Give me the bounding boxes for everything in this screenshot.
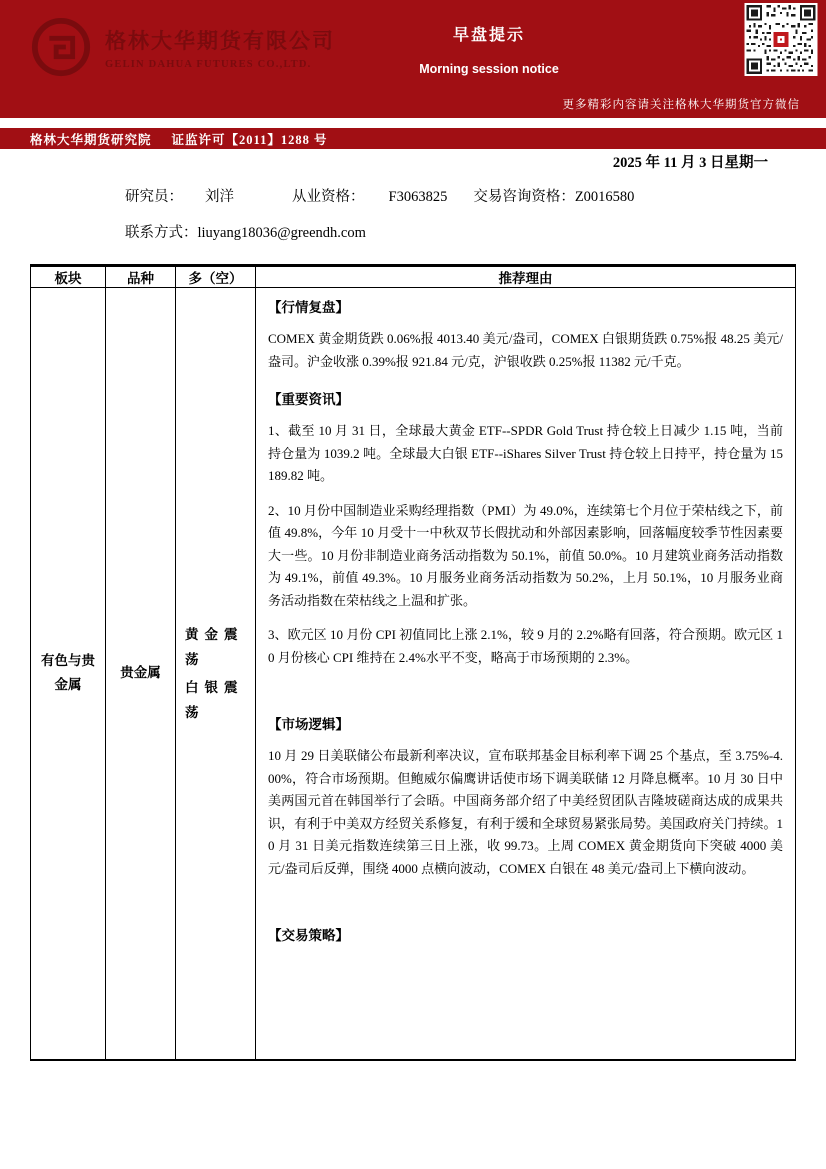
brand-block xyxy=(30,16,335,78)
notice-title-block xyxy=(398,22,580,76)
contact-label: 联系方式： xyxy=(125,225,198,241)
col-header-reason: 推荐理由 xyxy=(256,266,796,288)
reason-paragraph: 2、10 月份中国制造业采购经理指数（PMI）为 49.0%，连续第七个月位于荣枯线之下，前值 49.8%，今年 10 月受十一中秋双节长假扰动和外部因素影响，回落幅度较季节性因素要大一些。10 月份非制造业商务活动指数为 50.1%，前值 50.0%。10 月建筑业商务活动指数为 49.1%，前值 49.3%。10 月服务业商务活动指数为 50.2%，上月 50.1%，10 月服务业商务活动指数在荣枯线之上温和扩张。 xyxy=(268,502,783,608)
notice-title-cn: 早盘提示 xyxy=(452,27,525,44)
variety-cell: 贵金属 xyxy=(106,288,176,1060)
reason-cell xyxy=(256,288,796,1060)
position-line-silver: 白银震荡 xyxy=(185,679,244,720)
position-cell xyxy=(176,288,256,1060)
researcher-name: 刘洋 xyxy=(205,189,234,205)
qualification-number: F3063825 xyxy=(388,189,448,205)
col-header-position: 多（空） xyxy=(176,266,256,288)
brand-text xyxy=(105,25,335,70)
report-date: 2025 年 11 月 3 日星期一 xyxy=(612,155,768,171)
reason-paragraph: 3、欧元区 10 月份 CPI 初值同比上涨 2.1%，较 9 月的 2.2%略有回落，符合预期。欧元区 10 月份核心 CPI 维持在 2.4%水平不变，略高于市场预期的 2.3%。 xyxy=(268,627,783,665)
advisory-number: Z0016580 xyxy=(574,189,635,205)
qualification-label: 从业资格： xyxy=(292,189,365,205)
researcher-info xyxy=(125,187,826,243)
col-header-sector: 板块 xyxy=(31,266,106,288)
company-seal-icon xyxy=(30,16,92,78)
research-institute-label: 格林大华期货研究院 xyxy=(30,132,152,147)
date-row xyxy=(0,151,826,172)
section-heading-market-logic: 【市场逻辑】 xyxy=(268,717,349,732)
company-name-cn: 格林大华期货有限公司 xyxy=(105,28,335,53)
contact-email: liuyang18036@greendh.com xyxy=(197,225,366,241)
notice-title-en: Morning session notice xyxy=(419,62,559,76)
section-heading-key-news: 【重要资讯】 xyxy=(268,392,349,407)
license-number: 证监许可【2011】1288 号 xyxy=(171,132,328,147)
researcher-line-1 xyxy=(125,187,826,207)
company-name-en: GELIN DAHUA FUTURES CO.,LTD. xyxy=(105,58,312,70)
table-row xyxy=(31,288,796,1060)
section-heading-market-review: 【行情复盘】 xyxy=(268,300,349,315)
reason-paragraph: 1、截至 10 月 31 日，全球最大黄金 ETF--SPDR Gold Trust 持仓较上日减少 1.15 吨，当前持仓量为 1039.2 吨。全球最大白银 ETF--iShares Silver Trust 持仓较上日持平，持仓量为 15189.82 吨。 xyxy=(268,423,783,483)
wechat-notice-text: 更多精彩内容请关注格林大华期货官方微信 xyxy=(562,99,800,111)
col-header-variety: 品种 xyxy=(106,266,176,288)
wechat-qr-icon xyxy=(742,3,820,76)
researcher-label: 研究员： xyxy=(125,189,183,205)
advisory-label: 交易咨询资格： xyxy=(473,189,575,205)
section-heading-trading-strategy: 【交易策略】 xyxy=(268,928,349,943)
recommendation-table xyxy=(30,264,796,1061)
position-line-gold: 黄金震荡 xyxy=(185,626,244,667)
sector-cell: 有色与贵金属 xyxy=(31,288,106,1060)
subheader-band xyxy=(0,128,826,149)
table-header-row xyxy=(31,266,796,288)
reason-paragraph: COMEX 黄金期货跌 0.06%报 4013.40 美元/盎司，COMEX 白银期货跌 0.75%报 48.25 美元/盎司。沪金收涨 0.39%报 921.84 元/克，沪银收跌 0.25%报 11382 元/千克。 xyxy=(268,331,783,369)
header-band xyxy=(0,0,826,118)
researcher-line-2 xyxy=(125,223,826,243)
reason-paragraph: 10 月 29 日美联储公布最新利率决议，宣布联邦基金目标利率下调 25 个基点，至 3.75%-4.00%，符合市场预期。但鲍威尔偏鹰讲话使市场下调美联储 12 月降息概率。10 月 30 日中美两国元首在韩国举行了会晤。中国商务部介绍了中美经贸团队吉隆坡磋商达成的成果共识，有利于中美双方经贸关系修复，有利于缓和全球贸易紧张局势。美国政府关门持续。10 月 31 日美元指数连续第三日上涨，收 99.73。上周 COMEX 黄金期货向下突破 4000 美元/盎司后反弹，围绕 4000 点横向波动，COMEX 白银在 48 美元/盎司上下横向波动。 xyxy=(268,748,783,876)
